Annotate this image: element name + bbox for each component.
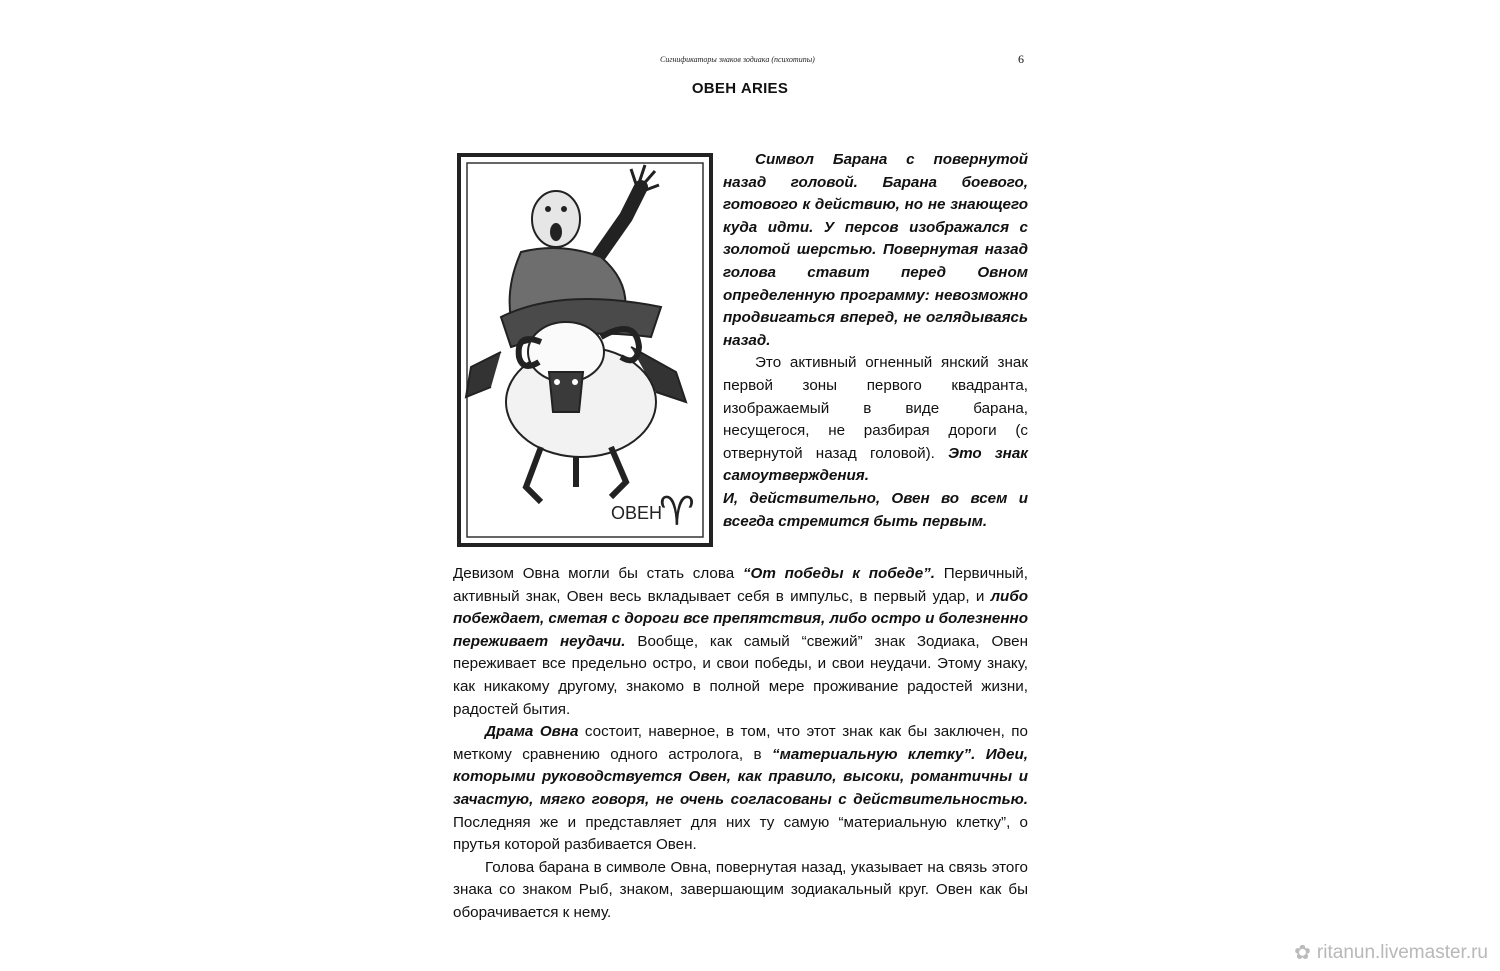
sign-description: Это активный огненный янский знак первой зоны первого квадранта, изображаемый в виде барана, несущегося, не разбирая дороги (с отвернутой назад головой). bbox=[723, 354, 1028, 462]
aries-illustration bbox=[457, 153, 713, 547]
motto-phrase: “От победы к победе”. bbox=[742, 565, 935, 582]
symbol-description: Символ Барана с повернутой назад головой. Барана боевого, готового к действию, но не знающего куда идти. У персов изображался с золотой шерстью. Повернутая назад голова ставит перед Овном определенную программу: невозможно продвигаться вперед, не оглядываясь назад. bbox=[723, 151, 1028, 349]
always-first-phrase: И, действительно, Овен во всем и всегда стремится быть первым. bbox=[723, 489, 1028, 530]
full-width-text bbox=[453, 563, 1028, 925]
pisces-text: Голова барана в символе Овна, повернутая назад, указывает на связь этого знака со знаком Рыб, знаком, завершающим зодиакальный круг. Овен как бы оборачивается к нему. bbox=[453, 858, 1028, 921]
paragraph-first-start bbox=[723, 488, 1028, 533]
self-assertion-phrase: Это знак самоутверждения. bbox=[723, 444, 1028, 485]
cage-text: Последняя же и представляет для них ту самую “материальную клетку”, о прутья которой разбивается Овен. bbox=[453, 813, 1028, 854]
aries-drawing bbox=[461, 157, 709, 543]
right-column-text bbox=[723, 149, 1028, 533]
aries-glyph-icon: ♈ bbox=[659, 489, 695, 535]
page-number: 6 bbox=[1018, 52, 1024, 66]
motto-intro: Девизом Овна могли бы стать слова bbox=[453, 565, 735, 582]
win-or-fail-phrase: либо побеждает, сметая с дороги все препятствия, либо остро и болезненно переживает неудачи. bbox=[453, 587, 1028, 650]
paragraph-drama bbox=[453, 721, 1028, 857]
illustration-caption: ОВЕН bbox=[611, 503, 663, 523]
flower-icon: ✿ bbox=[1294, 942, 1311, 964]
drama-text: состоит, наверное, в том, что этот знак как бы заключен, по меткому сравнению одного астролога, в bbox=[453, 723, 1028, 763]
paragraph-motto bbox=[453, 563, 1028, 721]
paragraph-sign bbox=[723, 352, 1028, 488]
material-cage-phrase: “материальную клетку”. Идеи, которыми руководствуется Овен, как правило, высоки, романтичны и зачастую, мягко говоря, не очень согласованы с действительностью. bbox=[453, 745, 1028, 808]
experience-text: Вообще, как самый “свежий” знак Зодиака, Овен переживает все предельно остро, и свои победы, и свои неудачи. Этому знаку, как никакому другому, знакомо в полной мере проживание радостей жизни, радостей бытия. bbox=[453, 632, 1028, 718]
paragraph-symbol bbox=[723, 149, 1028, 352]
page-title: ОВЕН ARIES bbox=[691, 80, 789, 97]
watermark-text: ritanun.livemaster.ru bbox=[1316, 941, 1488, 963]
impulse-text: Первичный, активный знак, Овен весь вкладывает себя в импульс, в первый удар, и bbox=[453, 565, 1028, 605]
paragraph-pisces bbox=[453, 857, 1028, 925]
drama-phrase: Драма Овна bbox=[485, 723, 579, 741]
watermark bbox=[1294, 940, 1488, 965]
running-title: Сигнификаторы знаков зодиака (психотипы) bbox=[660, 55, 815, 64]
